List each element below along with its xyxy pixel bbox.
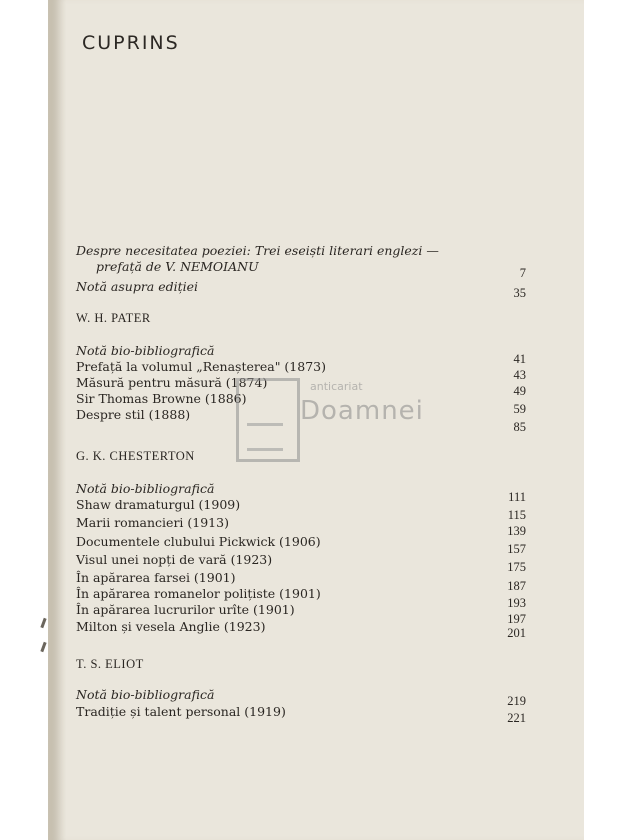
toc-entry-page: 187 (507, 579, 526, 593)
toc-entry-title: prefață de V. NEMOIANU (96, 259, 259, 274)
toc-entry (76, 279, 526, 300)
section-heading: T. S. ELIOT (76, 657, 144, 671)
toc-entry-title: Visul unei nopți de vară (1923) (76, 552, 273, 567)
toc-entry-page: 193 (507, 596, 526, 610)
toc-entry (76, 343, 526, 366)
toc-entry-title: Despre stil (1888) (76, 407, 191, 422)
toc-entry-title: Notă bio-bibliografică (76, 687, 215, 702)
toc-entry (96, 259, 526, 280)
toc-entry-page: 157 (507, 542, 526, 556)
toc-entry (76, 534, 526, 556)
toc-entry-title: Sir Thomas Browne (1886) (76, 391, 247, 406)
toc-entry-page: 201 (507, 626, 526, 640)
section-heading: W. H. PATER (76, 311, 151, 325)
section-heading: G. K. CHESTERTON (76, 449, 195, 463)
toc-entry-title: Notă asupra ediției (76, 279, 199, 294)
toc-entry (76, 552, 526, 574)
toc-entry-page: 85 (513, 420, 526, 434)
toc-entry-page: 219 (507, 694, 526, 708)
toc-entry-title: În apărarea farsei (1901) (76, 570, 236, 585)
toc-entry-title: Despre necesitatea poeziei: Trei eseiști literari englezi — (76, 243, 439, 258)
toc-entry (76, 687, 526, 708)
page-title: CUPRINS (82, 32, 180, 54)
watermark-logo (236, 372, 424, 462)
toc-entry-title: În apărarea romanelor polițiste (1901) (76, 586, 321, 601)
toc-entry-title: Shaw dramaturgul (1909) (76, 497, 241, 512)
toc-entry-page: 221 (507, 711, 526, 725)
toc-entry-title: Notă bio-bibliografică (76, 481, 215, 496)
toc-entry (76, 497, 526, 522)
toc-entry-page: 35 (513, 286, 526, 300)
toc-entry-title: Tradiție și talent personal (1919) (76, 704, 286, 719)
watermark-small-text: anticariat (310, 380, 363, 393)
toc-entry (76, 243, 526, 259)
toc-entry-page: 43 (513, 368, 526, 382)
toc-entry-page: 7 (519, 266, 526, 280)
toc-entry (76, 570, 526, 593)
toc-entry-page: 139 (507, 524, 526, 538)
watermark-big-text: Doamnei (300, 396, 424, 426)
toc-entry-title: Prefață la volumul „Renașterea" (1873) (76, 359, 326, 374)
toc-entry (76, 619, 526, 640)
toc-entry (76, 602, 526, 626)
toc-entry-page: 41 (513, 352, 526, 366)
toc-entry-page: 111 (508, 490, 526, 504)
toc-entry-title: Marii romancieri (1913) (76, 515, 229, 530)
toc-entry (76, 704, 526, 725)
toc-entry-title: Milton și vesela Anglie (1923) (76, 619, 266, 634)
toc-entry-page: 49 (513, 384, 526, 398)
toc-entry-title: În apărarea lucrurilor urîte (1901) (76, 602, 295, 617)
toc-entry-page: 59 (513, 402, 526, 416)
toc-entry (76, 515, 526, 538)
toc-entry-title: Documentele clubului Pickwick (1906) (76, 534, 321, 549)
toc-entry-title: Măsură pentru măsură (1874) (76, 375, 268, 390)
bookshelf-icon (236, 378, 300, 462)
toc-entry (76, 481, 526, 504)
toc-entry-page: 175 (507, 560, 526, 574)
toc-entry-page: 115 (507, 508, 526, 522)
toc-entry-title: Notă bio-bibliografică (76, 343, 215, 358)
toc-entry-page: 197 (507, 612, 526, 626)
